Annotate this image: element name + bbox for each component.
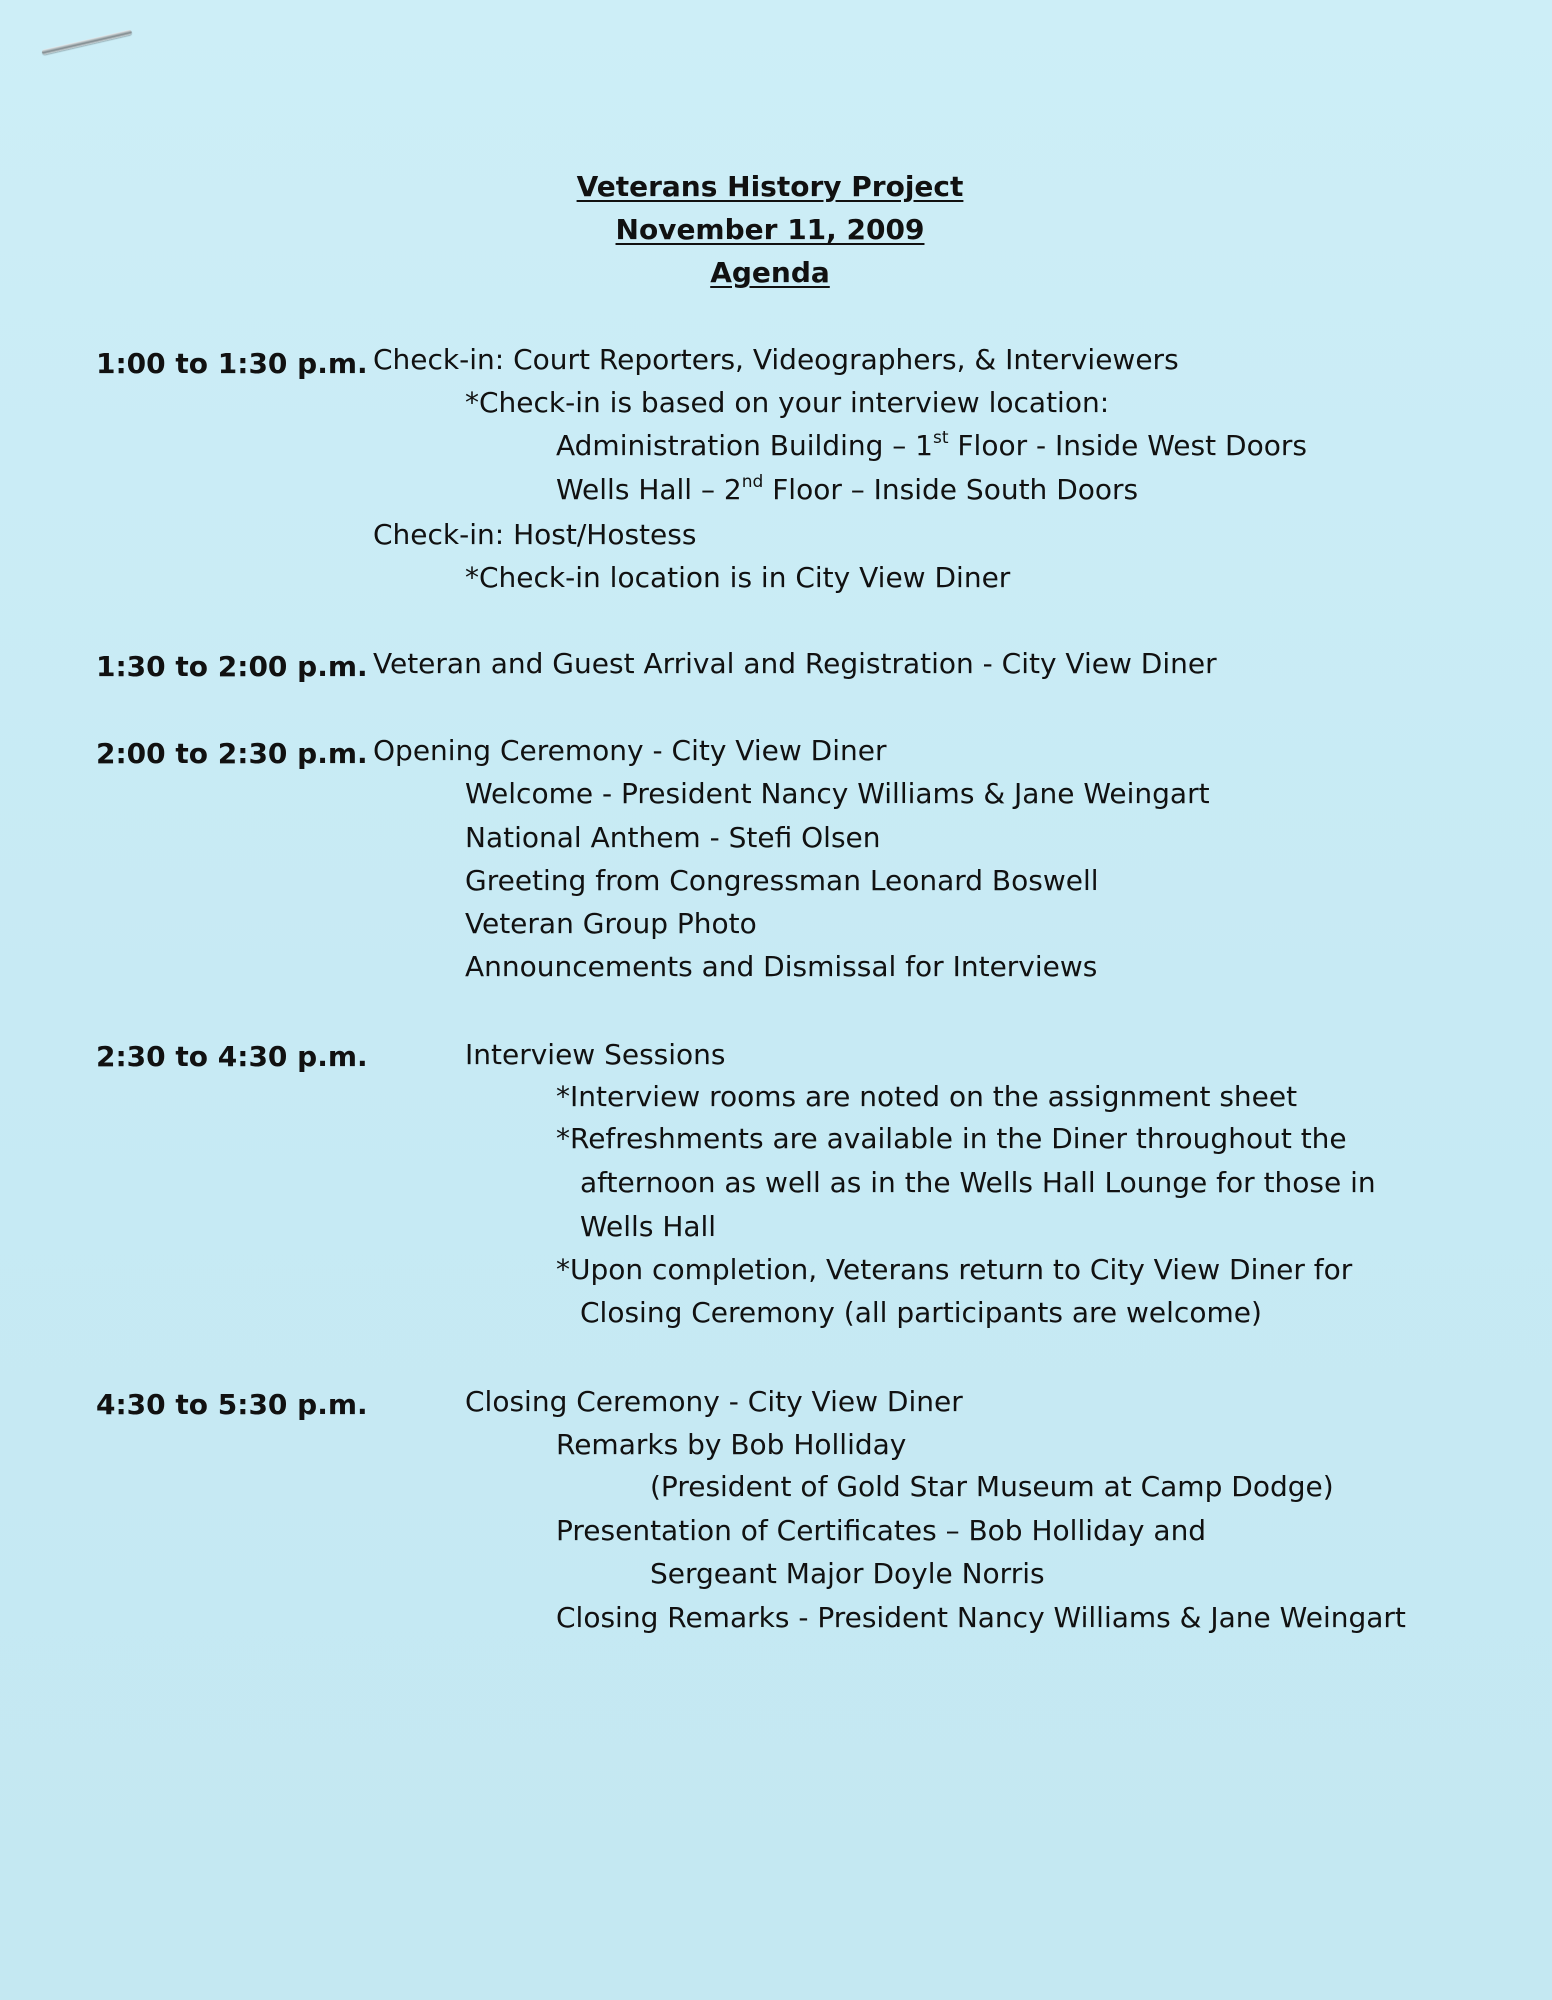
session-3-line-3: National Anthem - Stefi Olsen <box>465 821 881 854</box>
session-5-time: 4:30 to 5:30 p.m. <box>96 1388 368 1421</box>
header <box>0 165 1552 294</box>
document-subtitle: Agenda <box>710 256 830 289</box>
session-1-line-3-rest: Floor - Inside West Doors <box>948 429 1307 462</box>
session-4-time: 2:30 to 4:30 p.m. <box>96 1040 368 1073</box>
session-3-line-2: Welcome - President Nancy Williams & Jane Weingart <box>465 777 1210 810</box>
session-5-line-2: Remarks by Bob Holliday <box>556 1428 907 1461</box>
session-1-line-4-rest: Floor – Inside South Doors <box>763 473 1139 506</box>
session-1-line-6: *Check-in location is in City View Diner <box>465 561 1011 594</box>
session-3-time: 2:00 to 2:30 p.m. <box>96 737 368 770</box>
session-4-line-1: Interview Sessions <box>465 1038 726 1071</box>
session-1-line-1: Check-in: Court Reporters, Videographers, & Interviewers <box>373 343 1179 376</box>
session-1-line-4 <box>556 473 1138 507</box>
session-4-line-7: Closing Ceremony (all participants are welcome) <box>580 1296 1262 1329</box>
session-5-line-6: Closing Remarks - President Nancy Williams & Jane Weingart <box>556 1601 1406 1634</box>
session-2-line-1: Veteran and Guest Arrival and Registration - City View Diner <box>373 647 1217 680</box>
session-1-line-4-sup: nd <box>741 472 764 492</box>
session-1-line-5: Check-in: Host/Hostess <box>373 518 697 551</box>
session-3-line-6: Announcements and Dismissal for Interviews <box>465 950 1098 983</box>
session-1-line-3-sup: st <box>933 428 949 448</box>
document-title: Veterans History Project <box>576 170 964 203</box>
session-1-line-2: *Check-in is based on your interview location: <box>465 386 1110 419</box>
session-3-line-5: Veteran Group Photo <box>465 907 757 940</box>
session-5-line-5: Sergeant Major Doyle Norris <box>650 1557 1045 1590</box>
staple <box>41 29 132 55</box>
session-4-line-4: afternoon as well as in the Wells Hall Lounge for those in <box>580 1166 1376 1199</box>
session-3-line-1: Opening Ceremony - City View Diner <box>373 734 887 767</box>
session-2-time: 1:30 to 2:00 p.m. <box>96 650 368 683</box>
session-1-line-3 <box>556 429 1307 463</box>
session-5-line-1: Closing Ceremony - City View Diner <box>465 1385 963 1418</box>
session-4-line-3: *Refreshments are available in the Diner throughout the <box>556 1122 1347 1155</box>
session-4-line-2: *Interview rooms are noted on the assignment sheet <box>556 1080 1298 1113</box>
session-1-line-4-text: Wells Hall – 2 <box>556 473 742 506</box>
session-4-line-5: Wells Hall <box>580 1210 717 1243</box>
session-5-line-3: (President of Gold Star Museum at Camp Dodge) <box>650 1470 1334 1503</box>
session-1-line-3-text: Administration Building – 1 <box>556 429 933 462</box>
session-4-line-6: *Upon completion, Veterans return to City View Diner for <box>556 1253 1353 1286</box>
document-date: November 11, 2009 <box>615 213 925 246</box>
session-3-line-4: Greeting from Congressman Leonard Boswell <box>465 864 1099 897</box>
session-5-line-4: Presentation of Certificates – Bob Holliday and <box>556 1514 1207 1547</box>
session-1-time: 1:00 to 1:30 p.m. <box>96 347 368 380</box>
